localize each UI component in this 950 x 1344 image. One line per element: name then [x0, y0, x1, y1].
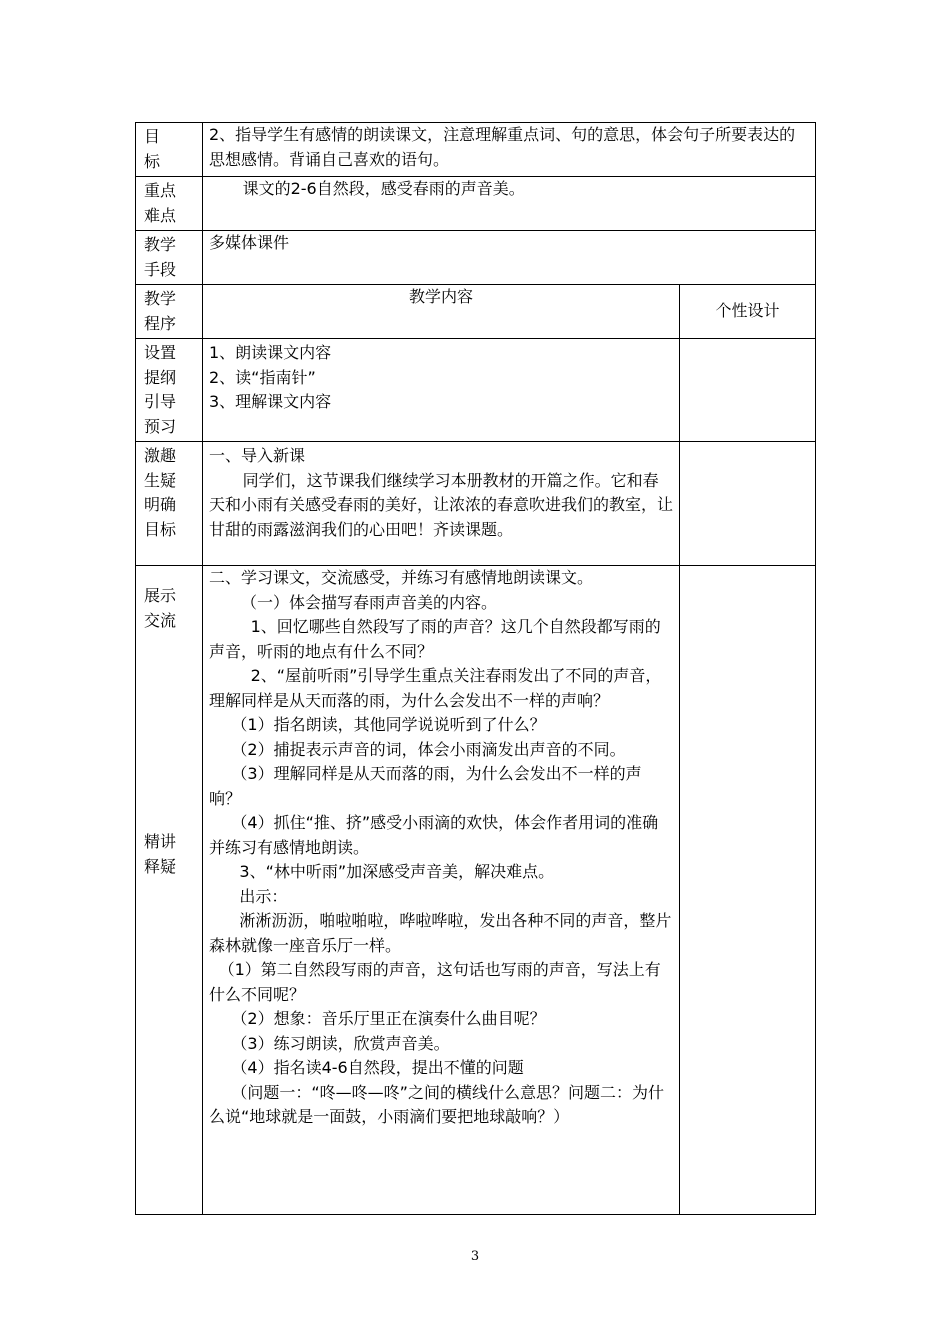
intro-design	[680, 442, 816, 566]
main-design	[680, 566, 816, 1215]
row-key-points	[136, 177, 816, 231]
label-means: 教学 手段	[136, 231, 203, 285]
main-content: 二、学习课文，交流感受，并练习有感情地朗读课文。 （一）体会描写春雨声音美的内容。 1、回忆哪些自然段写了雨的声音？这几个自然段都写雨的声音，听雨的地点有什么不同？ 2、“屋前听雨”引导学生重点关注春雨发出了不同的声音，理解同样是从天而落的雨，为什么会发出不一样的声响？ （1）指名朗读，其他同学说说听到了什么？ （2）捕捉表示声音的词，体会小雨滴发出声音的不同。 （3）理解同样是从天而落的雨，为什么会发出不一样的声响？ （4）抓住“推、挤”感受小雨滴的欢快，体会作者用词的准确并练习有感情地朗读。 3、“林中听雨”加深感受声音美，解决难点。 出示： 淅淅沥沥，啪啦啪啦，哗啦哗啦，发出各种不同的声音，整片森林就像一座音乐厅一样。 （1）第二自然段写雨的声音，这句话也写雨的声音，写法上有什么不同呢？ （2）想象：音乐厅里正在演奏什么曲目呢？ （3）练习朗读，欣赏声音美。 （4）指名读4-6自然段，提出不懂的问题 （问题一：“咚—咚—咚”之间的横线什么意思？问题二：为什么说“地球就是一面鼓，小雨滴们要把地球敲响？）	[203, 566, 680, 1215]
label-main-top: 展示 交流	[144, 586, 177, 630]
means-content: 多媒体课件	[203, 231, 816, 285]
label-goal: 目 标	[136, 123, 203, 177]
preview-content: 1、朗读课文内容 2、读“指南针” 3、理解课文内容	[203, 339, 680, 442]
row-intro	[136, 442, 816, 566]
row-means	[136, 231, 816, 285]
label-intro: 激趣 生疑 明确 目标	[136, 442, 203, 566]
label-preview: 设置 提纲 引导 预习	[136, 339, 203, 442]
label-key-points: 重点 难点	[136, 177, 203, 231]
label-main	[136, 566, 203, 1215]
label-procedure: 教学 程序	[136, 285, 203, 339]
header-personal-design: 个性设计	[680, 285, 816, 339]
row-main	[136, 566, 816, 1215]
header-teaching-content: 教学内容	[203, 285, 680, 339]
preview-design	[680, 339, 816, 442]
goal-content: 2、指导学生有感情的朗读课文，注意理解重点词、句的意思，体会句子所要表达的思想感情。背诵自己喜欢的语句。	[203, 123, 816, 177]
row-procedure-header	[136, 285, 816, 339]
row-goal	[136, 123, 816, 177]
lesson-plan-table	[135, 122, 816, 1215]
label-main-bottom: 精讲 释疑	[144, 832, 177, 876]
key-points-content: 课文的2-6自然段，感受春雨的声音美。	[203, 177, 816, 231]
row-preview	[136, 339, 816, 442]
intro-content: 一、导入新课 同学们，这节课我们继续学习本册教材的开篇之作。它和春天和小雨有关感受春雨的美好，让浓浓的春意吹进我们的教室，让甘甜的雨露滋润我们的心田吧！齐读课题。	[203, 442, 680, 566]
page-number: 3	[470, 1249, 480, 1264]
